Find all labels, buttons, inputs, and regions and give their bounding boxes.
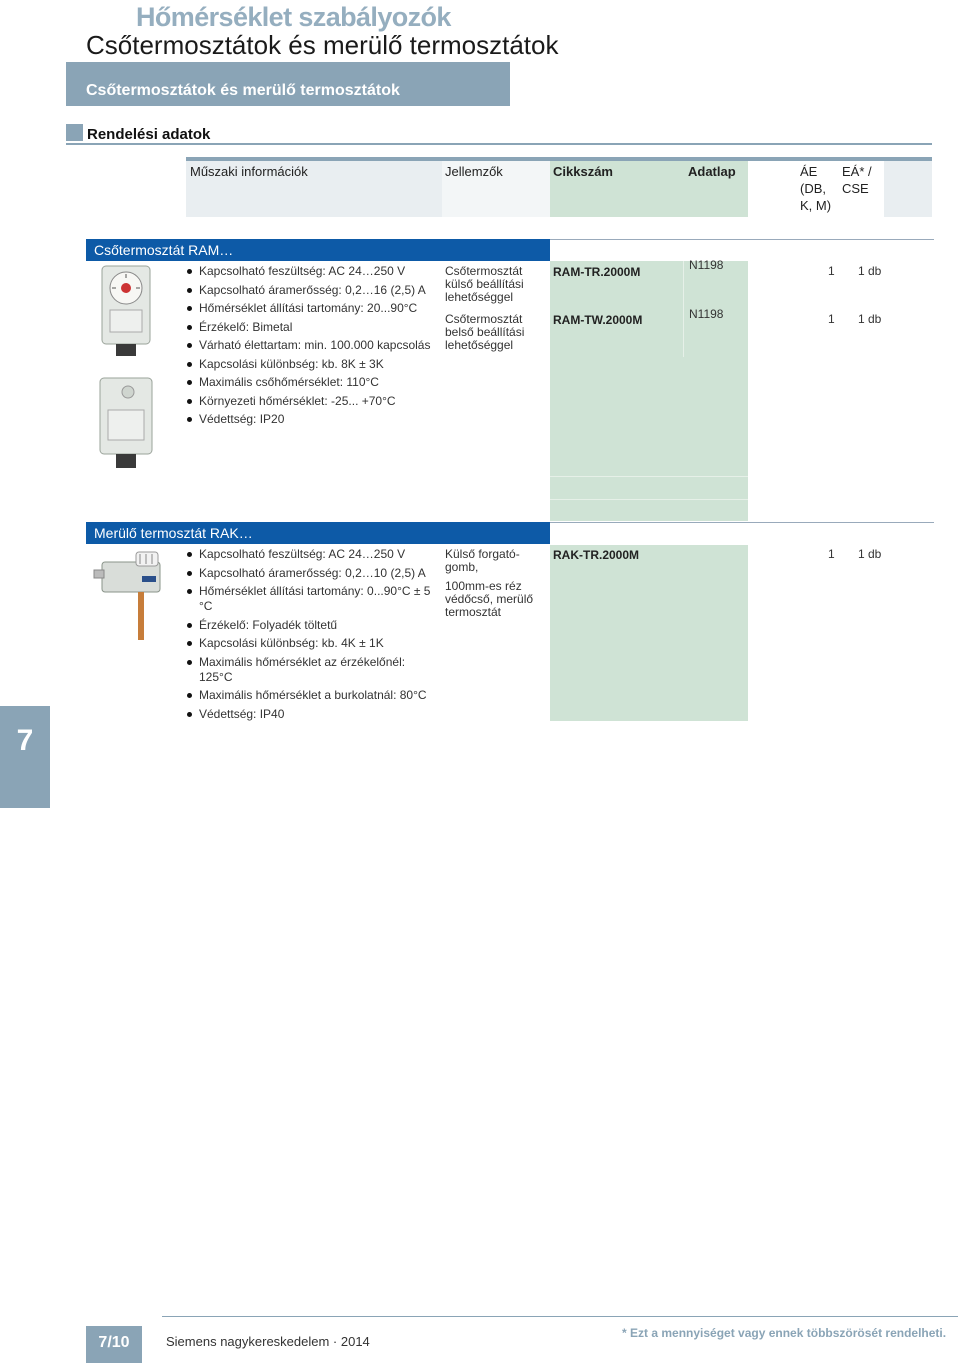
ram-tr-ea: 1 db: [858, 264, 882, 278]
ram-tw-ea: 1 db: [858, 312, 882, 326]
rak-spec-list: [187, 547, 442, 725]
feature-line: külső beállítási: [445, 277, 524, 291]
chapter-tab: [0, 706, 50, 808]
spec-item: Maximális hőmérséklet a burkolatnál: 80°C: [187, 688, 442, 703]
feature-line: védőcső, merülő: [445, 592, 534, 606]
header-datasheet: Adatlap: [688, 164, 736, 179]
feature-line: gomb,: [445, 560, 479, 574]
ram-row-divider: [550, 476, 748, 477]
spec-item: Érzékelő: Bimetal: [187, 320, 442, 335]
rak-section-rule: [550, 522, 934, 523]
header-ea-line2: CSE: [842, 181, 869, 196]
rak-order-code: RAK-TR.2000M: [553, 548, 640, 562]
ram-section-title: Csőtermosztát RAM…: [94, 242, 234, 258]
footer-note: * Ezt a mennyiséget vagy ennek többszörösét rendelheti.: [622, 1326, 947, 1340]
feature-line: lehetőséggel: [445, 290, 514, 304]
spec-item: Környezeti hőmérséklet: -25... +70°C: [187, 394, 442, 409]
spec-item: Kapcsolási különbség: kb. 4K ± 1K: [187, 636, 442, 651]
spec-item: Érzékelő: Folyadék töltetű: [187, 618, 442, 633]
ram-tr-features: [445, 265, 524, 304]
spec-item: Várható élettartam: min. 100.000 kapcsolás: [187, 338, 442, 353]
heading-rule: [66, 143, 932, 145]
ram-col-divider: [683, 261, 684, 357]
rak-section-bar: [86, 522, 550, 544]
ram-tr-order-code: RAM-TR.2000M: [553, 265, 641, 279]
spec-item: Hőmérséklet állítási tartomány: 20...90°C: [187, 301, 442, 316]
ram-code-column: [550, 258, 748, 521]
page-title: Hőmérséklet szabályozók: [136, 2, 451, 32]
rak-section-title: Merülő termosztát RAK…: [94, 525, 253, 541]
ram-tr-product-image: [96, 264, 156, 358]
ram-row-divider: [550, 499, 748, 500]
spec-item: Kapcsolható áramerősség: 0,2…10 (2,5) A: [187, 566, 442, 581]
rak-ae: 1: [828, 547, 835, 561]
header-ae: [800, 163, 831, 214]
section-marker: [66, 124, 83, 141]
header-ea: [842, 163, 872, 197]
ram-tw-order-code: RAM-TW.2000M: [553, 313, 643, 327]
ram-tr-datasheet: N1198: [689, 258, 724, 272]
ordering-heading: Rendelési adatok: [87, 126, 211, 143]
ram-tw-product-image: [98, 376, 154, 470]
chapter-number: 7: [16, 724, 34, 757]
header-ea-line1: EÁ* /: [842, 164, 872, 179]
spec-item: Védettség: IP40: [187, 707, 442, 722]
rak-features: [445, 548, 533, 619]
ram-tr-ae: 1: [828, 264, 835, 278]
feature-line: Csőtermosztát: [445, 312, 523, 326]
feature-line: Külső forgató-: [445, 547, 520, 561]
ram-tw-features: [445, 313, 524, 352]
footer-publisher: Siemens nagykereskedelem · 2014: [166, 1334, 370, 1349]
ram-section-rule: [550, 239, 934, 240]
page-subtitle: Csőtermosztátok és merülő termosztátok: [86, 30, 559, 60]
feature-line: 100mm-es réz: [445, 579, 522, 593]
spec-item: Kapcsolási különbség: kb. 8K ± 3K: [187, 357, 442, 372]
header-ae-line2: (DB,: [800, 181, 826, 196]
header-ae-line1: ÁE: [800, 164, 818, 179]
ram-section-bar: [86, 239, 550, 261]
spec-item: Hőmérséklet állítási tartomány: 0...90°C ± 5 °C: [187, 584, 439, 614]
rak-ea: 1 db: [858, 547, 882, 561]
section-banner: [66, 62, 510, 106]
feature-line: lehetőséggel: [445, 338, 514, 352]
header-tech-info: Műszaki információk: [190, 164, 308, 179]
ram-tw-ae: 1: [828, 312, 835, 326]
footer-rule: [162, 1316, 958, 1317]
feature-line: Csőtermosztát: [445, 264, 523, 278]
rak-product-image: [92, 548, 180, 642]
header-ae-line3: K, M): [800, 198, 832, 213]
feature-line: termosztát: [445, 605, 502, 619]
spec-item: Kapcsolható feszültség: AC 24…250 V: [187, 547, 442, 562]
header-features: Jellemzők: [445, 164, 503, 179]
spec-item: Maximális csőhőmérséklet: 110°C: [187, 375, 442, 390]
section-banner-text: Csőtermosztátok és merülő termosztátok: [86, 82, 400, 99]
page-number-box: [86, 1326, 142, 1363]
feature-line: belső beállítási: [445, 325, 525, 339]
header-cell-end: [884, 161, 932, 217]
spec-item: Maximális hőmérséklet az érzékelőnél: 125°C: [187, 655, 439, 685]
header-code: Cikkszám: [553, 164, 613, 179]
ram-tw-datasheet: N1198: [689, 307, 724, 321]
spec-item: Kapcsolható áramerősség: 0,2…16 (2,5) A: [187, 283, 442, 298]
spec-item: Kapcsolható feszültség: AC 24…250 V: [187, 264, 442, 279]
ram-spec-list: [187, 264, 442, 431]
rak-code-column: [550, 545, 748, 721]
spec-item: Védettség: IP20: [187, 412, 442, 427]
page-number: 7/10: [98, 1334, 130, 1351]
